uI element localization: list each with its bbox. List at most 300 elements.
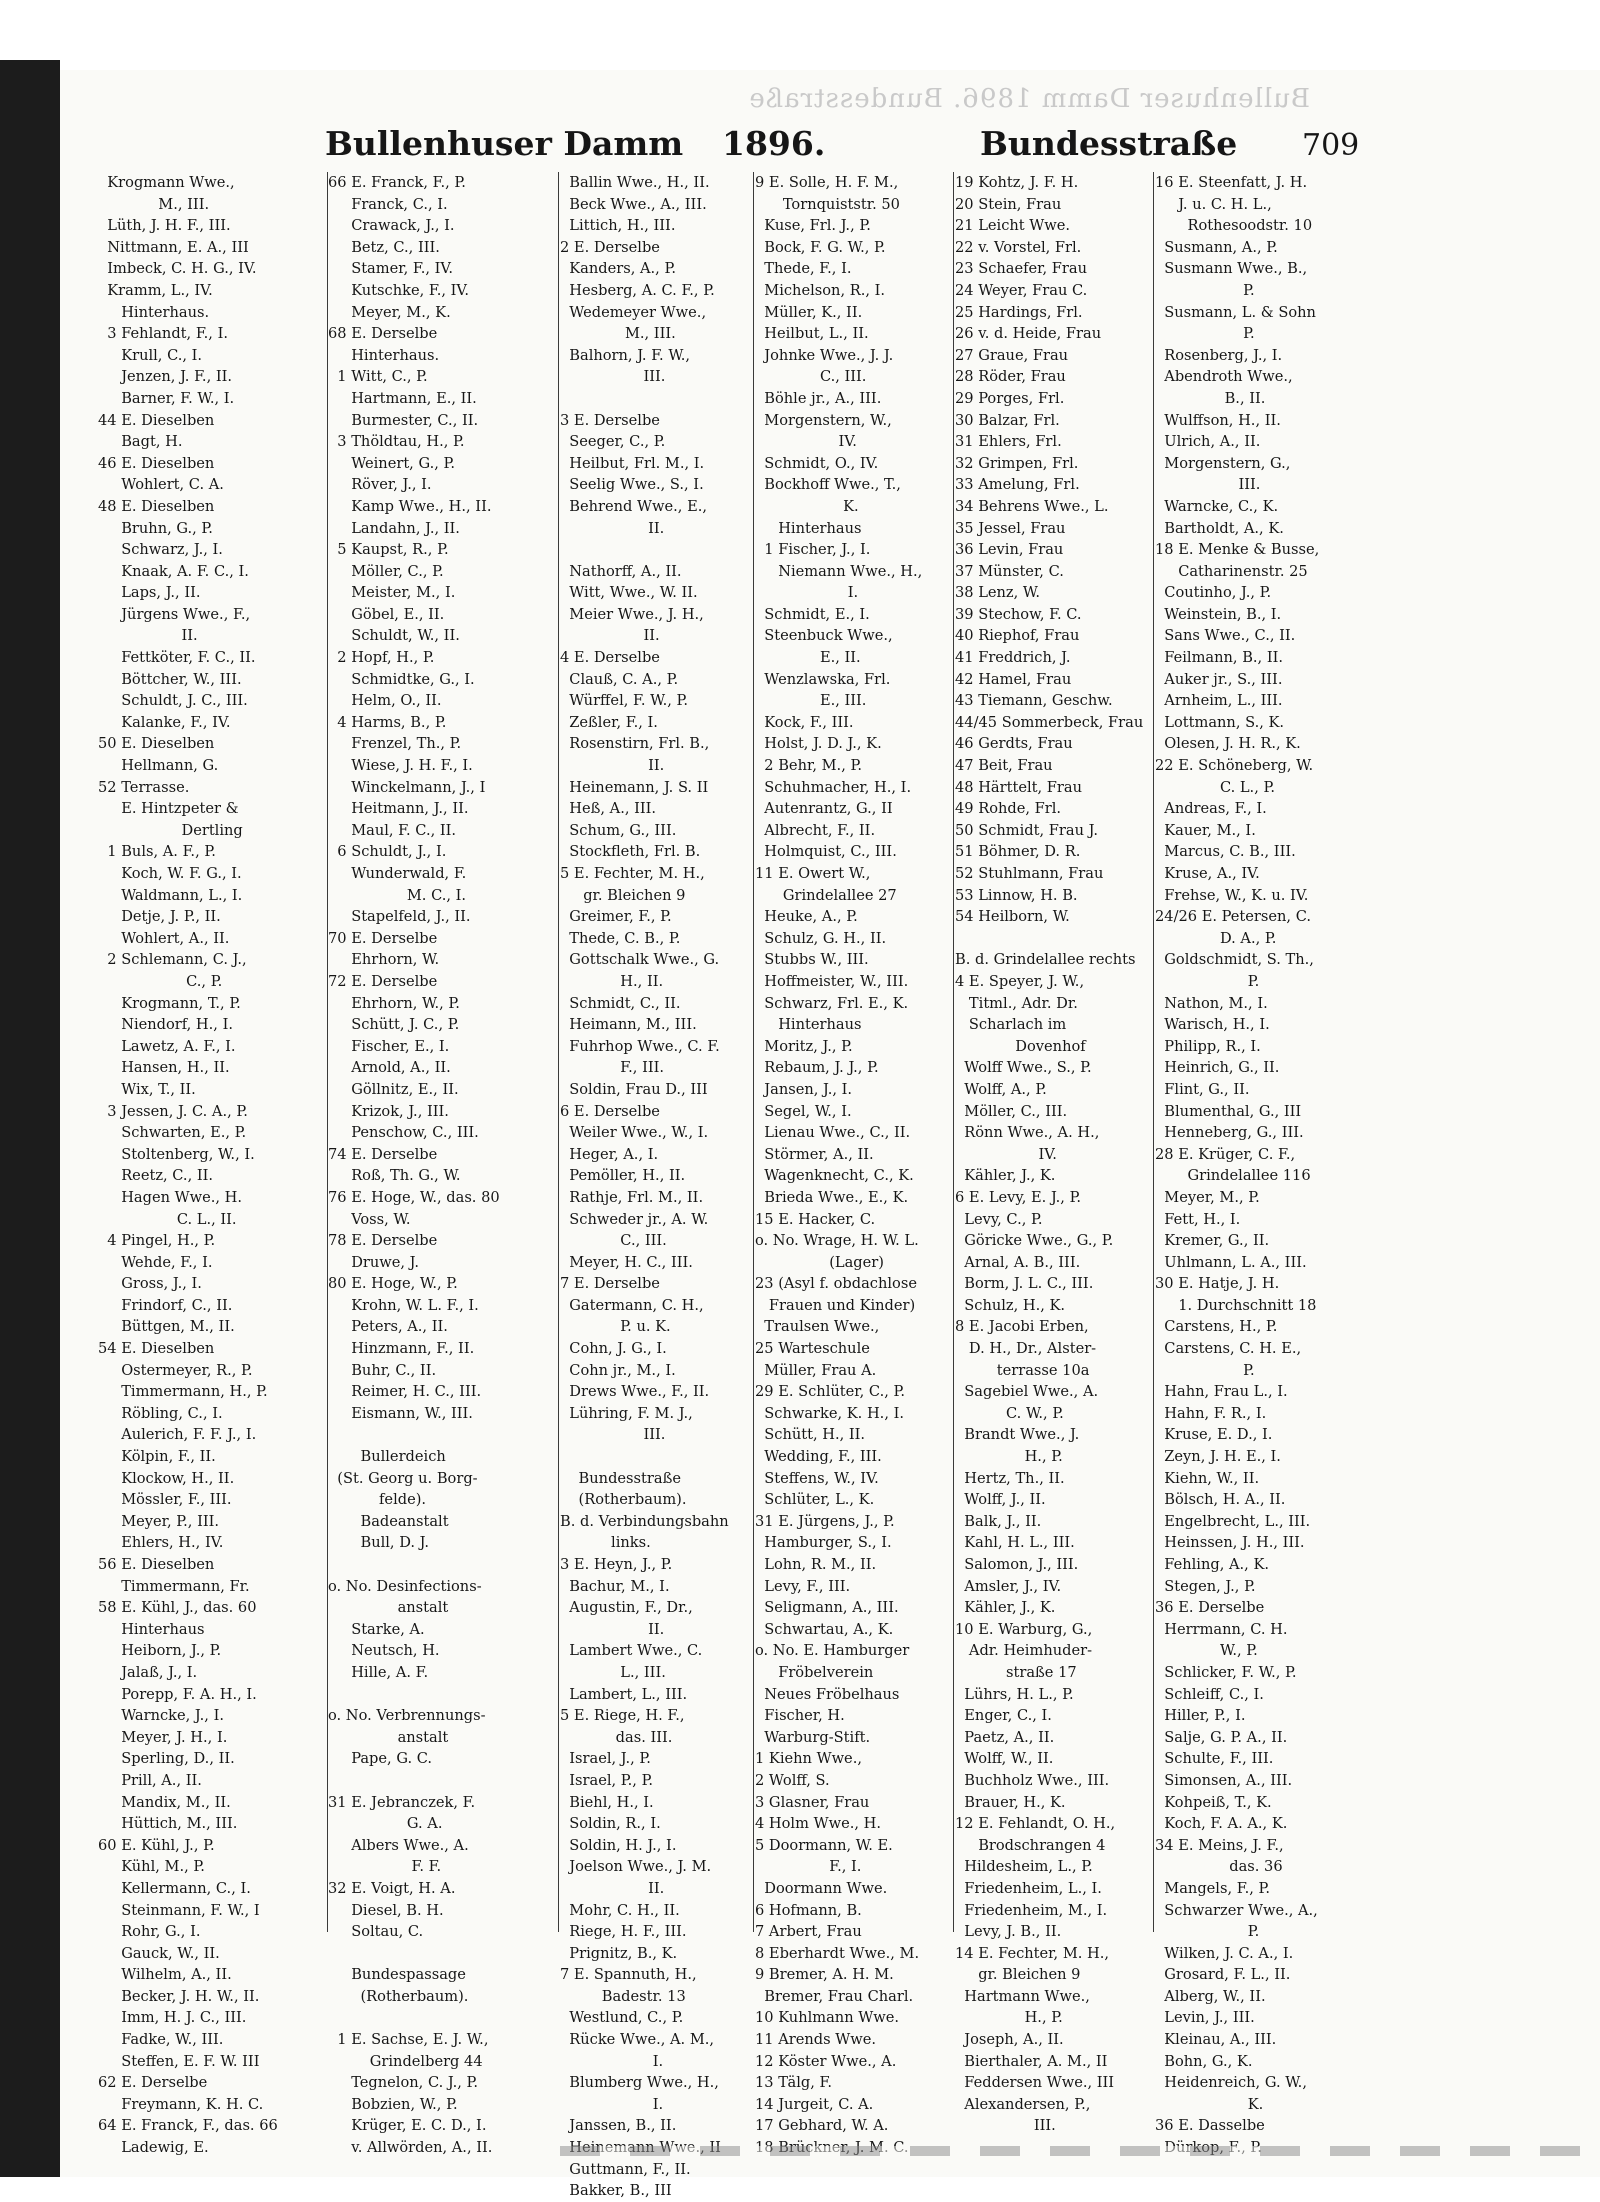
directory-entry: Wohlert, C. A. (98, 476, 224, 494)
directory-entry: 58 E. Kühl, J., das. 60 (98, 1599, 257, 1617)
directory-entry: Pemöller, H., II. (560, 1167, 686, 1185)
directory-entry: Dovenhof (955, 1037, 1086, 1055)
directory-entry: Engelbrecht, L., III. (1155, 1512, 1311, 1530)
directory-entry: C., III. (755, 368, 867, 386)
directory-entry: 44 E. Dieselben (98, 411, 215, 429)
directory-entry: L., III. (560, 1663, 666, 1681)
directory-column-2 (328, 172, 560, 2159)
directory-entry: 26 v. d. Heide, Frau (955, 325, 1102, 343)
directory-entry: Levin, J., III. (1155, 2009, 1255, 2027)
directory-entry: 66 E. Franck, F., P. (328, 174, 466, 191)
directory-entry: Göbel, E., II. (328, 605, 445, 623)
directory-entry: Böttcher, W., III. (98, 670, 242, 688)
directory-entry: 74 E. Derselbe (328, 1145, 438, 1163)
directory-entry: Schwartau, A., K. (755, 1620, 894, 1638)
directory-entry: F. F. (328, 1858, 442, 1876)
directory-entry: Schwarten, E., P. (98, 1124, 247, 1142)
directory-entry: 5 Doormann, W. E. (755, 1836, 893, 1854)
directory-entry: I. (560, 2095, 664, 2113)
directory-entry: 3 E. Heyn, J., P. (560, 1556, 673, 1573)
directory-entry (560, 539, 755, 561)
directory-entry: 35 Jessel, Frau (955, 519, 1066, 537)
directory-entry: Heger, A., I. (560, 1145, 659, 1163)
directory-entry: Krohn, W. L. F., I. (328, 1296, 479, 1314)
directory-entry: (Rotherbaum). (328, 1987, 469, 2005)
directory-entry: links. (560, 1534, 651, 1552)
directory-entry: Warncke, J., I. (98, 1707, 224, 1725)
directory-entry: Schmidtke, G., I. (328, 670, 475, 688)
directory-entry: Frenzel, Th., P. (328, 735, 462, 753)
directory-entry: Hahn, Frau L., I. (1155, 1383, 1288, 1401)
directory-entry: Crawack, J., I. (328, 217, 455, 235)
directory-entry: Simonsen, A., III. (1155, 1771, 1293, 1789)
directory-entry: 32 Grimpen, Frl. (955, 454, 1079, 472)
column-rule (753, 172, 754, 1932)
directory-entry: Kuse, Frl. J., P. (755, 217, 871, 235)
directory-entry: Schwarzer Wwe., A., (1155, 1901, 1318, 1919)
directory-entry: Schweder jr., A. W. (560, 1210, 709, 1228)
directory-entry: Weiler Wwe., W., I. (560, 1124, 709, 1142)
directory-entry: 40 Riephof, Frau (955, 627, 1080, 645)
directory-entry: Rebaum, J. J., P. (755, 1059, 879, 1077)
directory-entry: Kanders, A., P. (560, 260, 676, 278)
directory-entry: III. (955, 2117, 1056, 2135)
directory-entry: Thede, F., I. (755, 260, 852, 278)
directory-entry: Voss, W. (328, 1210, 411, 1228)
directory-entry: Philipp, R., I. (1155, 1037, 1261, 1055)
directory-entry: Hagen Wwe., H. (98, 1188, 243, 1206)
directory-entry: Traulsen Wwe., (755, 1318, 880, 1336)
directory-entry: 16 E. Steenfatt, J. H. (1155, 174, 1308, 191)
directory-entry: felde). (328, 1491, 427, 1509)
directory-entry: Blumenthal, G., III (1155, 1102, 1302, 1120)
directory-entry: Schlüter, L., K. (755, 1491, 875, 1509)
directory-entry: Heitmann, J., II. (328, 800, 469, 818)
directory-entry: Tornquiststr. 50 (755, 195, 900, 213)
directory-entry: Fischer, H. (755, 1707, 845, 1725)
directory-entry: 68 E. Derselbe (328, 325, 438, 343)
directory-entry: Neues Fröbelhaus (755, 1685, 900, 1703)
directory-entry: Buchholz Wwe., III. (955, 1771, 1110, 1789)
directory-entry: III. (1155, 476, 1261, 494)
directory-entry: 4 Harms, B., P. (328, 713, 447, 731)
directory-entry: 52 Stuhlmann, Frau (955, 865, 1104, 882)
directory-entry: Meier Wwe., J. H., (560, 605, 704, 623)
directory-entry: Schütt, H., II. (755, 1426, 866, 1444)
directory-entry: 19 Kohtz, J. F. H. (955, 174, 1079, 191)
directory-entry: E., II. (755, 649, 861, 667)
directory-entry: Frauen und Kinder) (755, 1296, 916, 1314)
directory-entry: II. (560, 757, 665, 775)
directory-entry: Steinmann, F. W., I (98, 1901, 260, 1919)
directory-entry: Nittmann, E. A., III (98, 238, 249, 256)
directory-entry: Salje, G. P. A., II. (1155, 1728, 1288, 1746)
directory-entry: Carstens, C. H. E., (1155, 1340, 1302, 1358)
directory-entry: 22 v. Vorstel, Frl. (955, 238, 1082, 256)
directory-entry: Schmidt, E., I. (755, 605, 870, 623)
directory-entry: Krull, C., I. (98, 346, 203, 364)
directory-entry: Heimann, M., III. (560, 1016, 697, 1034)
directory-entry: Levy, J. B., II. (955, 1923, 1062, 1941)
directory-entry: (Rotherbaum). (560, 1491, 687, 1509)
directory-entry: Heuke, A., P. (755, 908, 858, 926)
directory-entry: 12 Köster Wwe., A. (755, 2052, 897, 2070)
directory-entry: Schlicker, F. W., P. (1155, 1663, 1297, 1681)
directory-entry: Landahn, J., II. (328, 519, 460, 537)
directory-entry: 28 E. Krüger, C. F., (1155, 1145, 1296, 1163)
directory-entry: Schum, G., III. (560, 821, 677, 839)
directory-entry: 43 Tiemann, Geschw. (955, 692, 1113, 710)
directory-entry: F., III. (560, 1059, 665, 1077)
directory-entry: P. (1155, 1361, 1255, 1379)
directory-entry: Störmer, A., II. (755, 1145, 874, 1163)
directory-column-4 (755, 172, 955, 2159)
directory-entry: 41 Freddrich, J. (955, 649, 1071, 667)
directory-entry: straße 17 (955, 1663, 1077, 1681)
directory-entry: 25 Hardings, Frl. (955, 303, 1083, 321)
directory-entry: Hinterhaus (755, 1016, 862, 1034)
directory-entry: I. (560, 2052, 664, 2070)
directory-entry: Fehling, A., K. (1155, 1556, 1269, 1573)
directory-entry: 32 E. Voigt, H. A. (328, 1879, 456, 1897)
directory-entry: II. (560, 627, 660, 645)
directory-entry: 31 E. Jebranczek, F. (328, 1793, 476, 1811)
directory-entry: Penschow, C., III. (328, 1124, 479, 1142)
directory-entry: o. No. Desinfections- (328, 1577, 482, 1595)
directory-entry: Albers Wwe., A. (328, 1836, 469, 1854)
directory-entry: Peters, A., II. (328, 1318, 448, 1336)
directory-entry: III. (560, 1426, 666, 1444)
directory-entry: Heilbut, Frl. M., I. (560, 454, 705, 472)
directory-entry: Zeßler, F., I. (560, 713, 658, 731)
directory-entry: Ulrich, A., II. (1155, 433, 1261, 451)
directory-entry: Schulz, G. H., II. (755, 929, 887, 947)
directory-entry: 2 Wolff, S. (755, 1771, 830, 1789)
directory-entry: das. 36 (1155, 1858, 1283, 1876)
directory-entry: Seligmann, A., III. (755, 1599, 899, 1617)
directory-entry: Ballin Wwe., H., II. (560, 174, 710, 191)
directory-entry: 2 Behr, M., P. (755, 757, 862, 775)
directory-entry: 53 Linnow, H. B. (955, 886, 1078, 904)
directory-entry: Bockhoff Wwe., T., (755, 476, 901, 494)
directory-entry: Schmidt, C., II. (560, 994, 681, 1012)
directory-entry: Ladewig, E. (98, 2139, 209, 2157)
directory-entry: Bakker, B., III (560, 2182, 672, 2200)
directory-entry: Kock, F., III. (755, 713, 854, 731)
directory-entry: 1 E. Sachse, E. J. W., (328, 2031, 489, 2049)
directory-entry: Weinstein, B., I. (1155, 605, 1282, 623)
directory-entry (560, 388, 755, 410)
directory-entry: Büttgen, M., II. (98, 1318, 235, 1336)
directory-entry: Schleiff, C., I. (1155, 1685, 1264, 1703)
directory-entry: Steenbuck Wwe., (755, 627, 893, 645)
directory-entry: 54 Heilborn, W. (955, 908, 1070, 926)
directory-entry: Albrecht, F., II. (755, 821, 876, 839)
directory-entry: Soltau, C. (328, 1923, 424, 1941)
directory-entry: Grindelallee 116 (1155, 1167, 1311, 1185)
directory-entry: Lührs, H. L., P. (955, 1685, 1074, 1703)
directory-entry: Goldschmidt, S. Th., (1155, 951, 1314, 969)
directory-entry: Diesel, B. H. (328, 1901, 444, 1919)
directory-entry: K. (755, 497, 859, 515)
directory-entry: Warncke, C., K. (1155, 497, 1279, 515)
directory-entry: Kramm, L., IV. (98, 281, 213, 299)
directory-entry: Mohr, C. H., II. (560, 1901, 680, 1919)
directory-entry: Burmester, C., II. (328, 411, 479, 429)
directory-entry: H., II. (560, 972, 664, 990)
directory-entry: 11 Arends Wwe. (755, 2031, 876, 2049)
directory-entry: Frehse, W., K. u. IV. (1155, 886, 1309, 904)
directory-entry: 1 Fischer, J., I. (755, 541, 871, 559)
directory-entry: 4 Pingel, H., P. (98, 1232, 216, 1250)
directory-entry: 51 Böhmer, D. R. (955, 843, 1081, 861)
directory-entry: Drews Wwe., F., II. (560, 1383, 710, 1401)
directory-entry: (St. Georg u. Borg- (328, 1469, 478, 1487)
directory-entry: Waldmann, L., I. (98, 886, 243, 904)
directory-entry: Seeger, C., P. (560, 433, 666, 451)
directory-entry: Feddersen Wwe., III (955, 2074, 1115, 2092)
directory-entry: 4 Holm Wwe., H. (755, 1815, 881, 1833)
directory-entry: Stapelfeld, J., II. (328, 908, 471, 926)
directory-entry: 49 Rohde, Frl. (955, 800, 1062, 818)
directory-entry: C., P. (98, 972, 223, 990)
directory-entry: 54 E. Dieselben (98, 1340, 215, 1358)
directory-entry: Hüttich, M., III. (98, 1815, 238, 1833)
directory-entry: Brandt Wwe., J. (955, 1426, 1080, 1444)
directory-entry: Krüger, E. C. D., I. (328, 2117, 487, 2135)
directory-entry: Krogmann, T., P. (98, 994, 241, 1012)
directory-entry: Alberg, W., II. (1155, 1987, 1266, 2005)
directory-entry: I. (755, 584, 859, 602)
directory-entry: Bruhn, G., P. (98, 519, 213, 537)
directory-entry: Wix, T., II. (98, 1080, 196, 1098)
directory-entry: D. A., P. (1155, 929, 1277, 947)
directory-entry: Hesberg, A. C. F., P. (560, 281, 715, 299)
directory-entry: Westlund, C., P. (560, 2009, 684, 2027)
bleed-through-text: Bullenhuser Damm 1896. Bundesstraße (748, 84, 1310, 114)
directory-entry: Schwarz, Frl. E., K. (755, 994, 909, 1012)
directory-entry: v. Allwörden, A., II. (328, 2139, 493, 2157)
directory-entry: Heinemann, J. S. II (560, 778, 709, 796)
directory-entry: Steffen, E. F. W. III (98, 2052, 260, 2070)
directory-entry: Wolff, J., II. (955, 1491, 1046, 1509)
directory-entry: Röver, J., I. (328, 476, 432, 494)
directory-entry: Barner, F. W., I. (98, 389, 235, 407)
directory-entry: Kahl, H. L., III. (955, 1534, 1075, 1552)
directory-column-1 (98, 172, 328, 2159)
directory-entry: Heidenreich, G. W., (1155, 2074, 1307, 2092)
directory-entry: Joseph, A., II. (955, 2031, 1064, 2049)
directory-entry: Arnold, A., II. (328, 1059, 451, 1077)
directory-entry: 1 Buls, A. F., P. (98, 843, 216, 861)
directory-entry: Brieda Wwe., E., K. (755, 1188, 909, 1206)
directory-entry: 23 Schaefer, Frau (955, 260, 1088, 278)
directory-entry: E. Hintzpeter & (98, 800, 239, 818)
directory-entry: Wilken, J. C. A., I. (1155, 1944, 1294, 1962)
directory-entry: 13 Tälg, F. (755, 2074, 833, 2092)
directory-entry: Kutschke, F., IV. (328, 281, 470, 299)
column-rule (558, 172, 559, 1932)
directory-entry: 10 Kuhlmann Wwe. (755, 2009, 899, 2027)
directory-entry: 27 Graue, Frau (955, 346, 1069, 364)
directory-entry: 28 Röder, Frau (955, 368, 1066, 386)
directory-entry: Guttmann, F., II. (560, 2160, 691, 2178)
directory-entry: Rathje, Frl. M., II. (560, 1188, 704, 1206)
directory-entry: E., III. (755, 692, 867, 710)
directory-entry: 31 E. Jürgens, J., P. (755, 1512, 895, 1530)
directory-entry: Prill, A., II. (98, 1771, 202, 1789)
directory-entry: Kühl, M., P. (98, 1858, 205, 1876)
directory-entry: Heiborn, J., P. (98, 1642, 222, 1660)
directory-entry: Salomon, J., III. (955, 1556, 1079, 1573)
directory-entry: Schmidt, O., IV. (755, 454, 879, 472)
directory-entry: Meyer, M., P. (1155, 1188, 1260, 1206)
directory-entry: 70 E. Derselbe (328, 929, 438, 947)
directory-entry: 5 E. Fechter, M. H., (560, 865, 705, 882)
directory-entry: Wehde, F., I. (98, 1253, 213, 1271)
directory-entry: Stockfleth, Frl. B. (560, 843, 701, 861)
directory-entry: Franck, C., I. (328, 195, 448, 213)
directory-entry: 17 Gebhard, W. A. (755, 2117, 889, 2135)
directory-entry: Schulte, F., III. (1155, 1750, 1274, 1768)
directory-entry: Balk, J., II. (955, 1512, 1042, 1530)
directory-entry: Auker jr., S., III. (1155, 670, 1283, 688)
directory-entry: 38 Lenz, W. (955, 584, 1040, 602)
directory-entry: Gauck, W., II. (98, 1944, 220, 1962)
directory-entry: Israel, J., P. (560, 1750, 651, 1768)
directory-entry: 15 E. Hacker, C. (755, 1210, 876, 1228)
directory-entry: B. d. Grindelallee rechts (955, 951, 1136, 969)
directory-entry: Kiehn, W., II. (1155, 1469, 1260, 1487)
directory-entry: Böhle jr., A., III. (755, 389, 882, 407)
directory-entry: Schulz, H., K. (955, 1296, 1066, 1314)
directory-entry: Müller, K., II. (755, 303, 863, 321)
directory-entry: 33 Amelung, Frl. (955, 476, 1080, 494)
directory-entry: Aulerich, F. F. J., I. (98, 1426, 257, 1444)
directory-entry: 37 Münster, C. (955, 562, 1064, 580)
directory-entry: Segel, W., I. (755, 1102, 852, 1120)
directory-entry: C. L., P. (1155, 778, 1275, 796)
directory-entry: Kellermann, C., I. (98, 1879, 251, 1897)
page-number: 709 (1302, 128, 1360, 163)
directory-entry: Grindelallee 27 (755, 886, 897, 904)
directory-entry: 48 E. Dieselben (98, 497, 215, 515)
directory-entry: Friedenheim, M., I. (955, 1901, 1108, 1919)
directory-entry: K. (1155, 2095, 1264, 2113)
directory-entry: Lawetz, A. F., I. (98, 1037, 236, 1055)
directory-entry: Beck Wwe., A., III. (560, 195, 707, 213)
directory-entry: Catharinenstr. 25 (1155, 562, 1308, 580)
directory-entry: Prignitz, B., K. (560, 1944, 678, 1962)
directory-entry: 29 Porges, Frl. (955, 389, 1065, 407)
directory-entry: Fadke, W., III. (98, 2031, 224, 2049)
book-spine-shadow (0, 60, 60, 2177)
directory-entry: 23 (Asyl f. obdachlose (755, 1275, 917, 1293)
directory-entry: Fröbelverein (755, 1663, 874, 1681)
directory-entry: 9 Bremer, A. H. M. (755, 1966, 894, 1984)
directory-entry: Kölpin, F., II. (98, 1448, 216, 1466)
directory-entry: gr. Bleichen 9 (955, 1966, 1081, 1984)
directory-entry: Fuhrhop Wwe., C. F. (560, 1037, 720, 1055)
directory-entry: Porepp, F. A. H., I. (98, 1685, 257, 1703)
directory-entry (955, 928, 1155, 950)
directory-entry: Scharlach im (955, 1016, 1067, 1034)
directory-entry: C. W., P. (955, 1404, 1064, 1422)
directory-entry: 8 Eberhardt Wwe., M. (755, 1944, 920, 1962)
directory-entry: Roß, Th. G., W. (328, 1167, 461, 1185)
directory-entry: 46 E. Dieselben (98, 454, 215, 472)
directory-entry: 29 E. Schlüter, C., P. (755, 1383, 905, 1401)
directory-entry: 5 E. Riege, H. F., (560, 1707, 685, 1725)
directory-entry: Feilmann, B., II. (1155, 649, 1284, 667)
directory-entry: J. u. C. H. L., (1155, 195, 1272, 213)
directory-entry: Henneberg, G., III. (1155, 1124, 1304, 1142)
directory-entry: Möller, C., P. (328, 562, 444, 580)
directory-entry: (Lager) (755, 1253, 884, 1271)
directory-entry: P. (1155, 1923, 1260, 1941)
directory-entry: Schwarke, K. H., I. (755, 1404, 905, 1422)
directory-entry: Lüth, J. H. F., III. (98, 217, 231, 235)
directory-entry: Kleinau, A., III. (1155, 2031, 1277, 2049)
directory-entry: G. A. (328, 1815, 443, 1833)
directory-entry: 7 E. Spannuth, H., (560, 1966, 697, 1984)
directory-entry: Bartholdt, A., K. (1155, 519, 1284, 537)
directory-entry: Wulffson, H., II. (1155, 411, 1281, 429)
directory-entry: Brodschrangen 4 (955, 1836, 1106, 1854)
directory-entry: Brauer, H., K. (955, 1793, 1066, 1811)
directory-entry: Mössler, F., III. (98, 1491, 232, 1509)
directory-entry: 14 Jurgeit, C. A. (755, 2095, 874, 2113)
directory-entry: Mandix, M., II. (98, 1793, 231, 1811)
directory-entry: Titml., Adr. Dr. (955, 994, 1078, 1012)
directory-entry: Nathon, M., I. (1155, 994, 1268, 1012)
directory-entry: 2 Schlemann, C. J., (98, 951, 247, 969)
directory-entry: Lottmann, S., K. (1155, 713, 1285, 731)
directory-entry: H., P. (955, 1448, 1063, 1466)
directory-entry: P. (1155, 972, 1260, 990)
directory-entry: 8 E. Jacobi Erben, (955, 1318, 1089, 1336)
directory-entry: Gottschalk Wwe., G. (560, 951, 720, 969)
directory-entry: 50 E. Dieselben (98, 735, 215, 753)
directory-entry: Levy, F., III. (755, 1577, 851, 1595)
directory-entry: Rohr, G., I. (98, 1923, 201, 1941)
directory-entry: Heß, A., III. (560, 800, 657, 818)
directory-entry: Wagenknecht, C., K. (755, 1167, 914, 1185)
directory-entry: Jenzen, J. F., II. (98, 368, 233, 386)
directory-entry: 25 Warteschule (755, 1340, 870, 1358)
directory-entry: Alexandersen, P., (955, 2095, 1091, 2113)
directory-entry: Nathorff, A., II. (560, 562, 682, 580)
directory-entry: Soldin, H. J., I. (560, 1836, 677, 1854)
directory-entry: 24 Weyer, Frau C. (955, 281, 1088, 299)
directory-entry: Friedenheim, L., I. (955, 1879, 1102, 1897)
directory-entry: 24/26 E. Petersen, C. (1155, 908, 1311, 926)
directory-entry: Bölsch, H. A., II. (1155, 1491, 1286, 1509)
directory-entry: Imbeck, C. H. G., IV. (98, 260, 257, 278)
directory-entry: Meister, M., I. (328, 584, 456, 602)
directory-entry: Kohpeiß, T., K. (1155, 1793, 1272, 1811)
directory-entry: Soldin, R., I. (560, 1815, 661, 1833)
directory-entry: Wiese, J. H. F., I. (328, 757, 473, 775)
directory-entry: Wolff, A., P. (955, 1080, 1047, 1098)
directory-entry: Bierthaler, A. M., II (955, 2052, 1108, 2070)
directory-entry: M., III. (560, 325, 676, 343)
directory-entry: Soldin, Frau D., III (560, 1080, 708, 1098)
column-rule (953, 172, 954, 1932)
directory-entry: Mangels, F., P. (1155, 1879, 1271, 1897)
directory-entry: Würffel, F. W., P. (560, 692, 689, 710)
directory-entry: Hertz, Th., II. (955, 1469, 1065, 1487)
